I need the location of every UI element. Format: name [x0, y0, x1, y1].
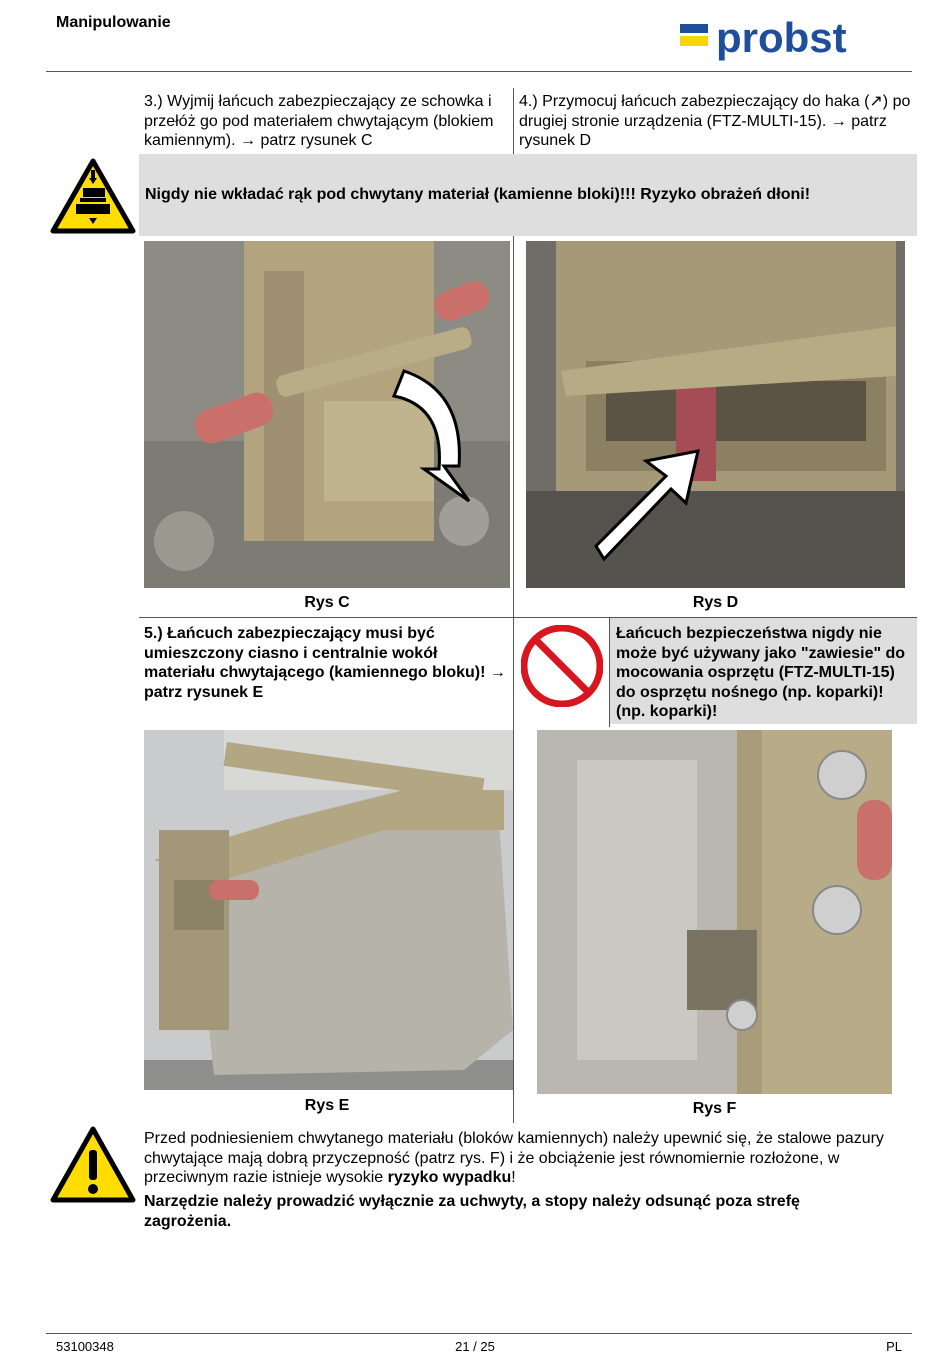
figure-e-caption: Rys E: [304, 1097, 350, 1114]
step-3-text: 3.) Wyjmij łańcuch zabezpieczający ze schowka i przełóż go pod materiałem chwytającym (blokiem kamiennym). → patrz rysunek C: [144, 93, 494, 149]
hand-warning-text: Nigdy nie wkładać rąk pod chwytany materiał (kamienne bloki)!!! Ryzyko obrażeń dłoni!: [145, 186, 811, 203]
probst-logo: [680, 20, 905, 66]
column-divider: [513, 617, 514, 727]
caution-text-2: Narzędzie należy prowadzić wyłącznie za uchwyty, a stopy należy odsunąć poza strefę zagrożenia.: [144, 1193, 800, 1230]
step-4-text: 4.) Przymocuj łańcuch zabezpieczający do haka (↗) po drugiej stronie urządzenia (FTZ-MULTI-15). → patrz rysunek D: [519, 93, 911, 149]
general-warning-icon: [50, 1126, 136, 1204]
figure-c-caption: Rys C: [304, 594, 350, 611]
figure-e-photo: [144, 730, 513, 1090]
figure-d-caption: Rys D: [692, 594, 739, 611]
section-title: Manipulowanie: [56, 14, 171, 31]
footer-divider: [46, 1333, 912, 1334]
prohibition-icon: [521, 625, 603, 707]
caution-text: [144, 1129, 914, 1188]
figure-f-photo: [537, 730, 892, 1094]
prohibition-text: Łańcuch bezpieczeństwa nigdy nie może być używany jako "zawiesie" do mocowania osprzętu (FTZ-MULTI-15) do osprzętu nośnego (np. koparki)! (np. koparki)!: [616, 625, 906, 720]
logo-text: probst: [716, 20, 847, 61]
caution-text-after: !: [511, 1169, 516, 1186]
accident-risk-emphasis: ryzyko wypadku: [387, 1169, 512, 1186]
step-5-text: 5.) Łańcuch zabezpieczający musi być umieszczony ciasno i centralnie wokół materiału chwytającego (kamiennego bloku)! → patrz rysunek E: [144, 625, 506, 701]
language-code: PL: [886, 1339, 902, 1354]
figure-f-caption: Rys F: [692, 1100, 737, 1117]
page-number: 21 / 25: [455, 1339, 495, 1354]
prohibition-box: [610, 618, 917, 724]
caution-text-before: Przed podniesieniem chwytanego materiału (bloków kamiennych) należy upewnić się, że stalowe pazury chwytające mają dobrą przyczepność (patrz rys. F) i że obciążenie jest równomiernie rozłożone, w przeciwnym razie istnieje wysokie: [144, 1130, 884, 1186]
figure-c-photo: [144, 241, 510, 588]
figure-d-photo: [526, 241, 905, 588]
document-number: 53100348: [56, 1339, 114, 1354]
hand-crush-warning-icon: [50, 158, 136, 234]
hand-warning-box: [139, 154, 917, 236]
column-divider: [513, 88, 514, 154]
header-divider: [46, 71, 912, 72]
column-divider: [513, 727, 514, 1123]
column-divider: [513, 236, 514, 618]
